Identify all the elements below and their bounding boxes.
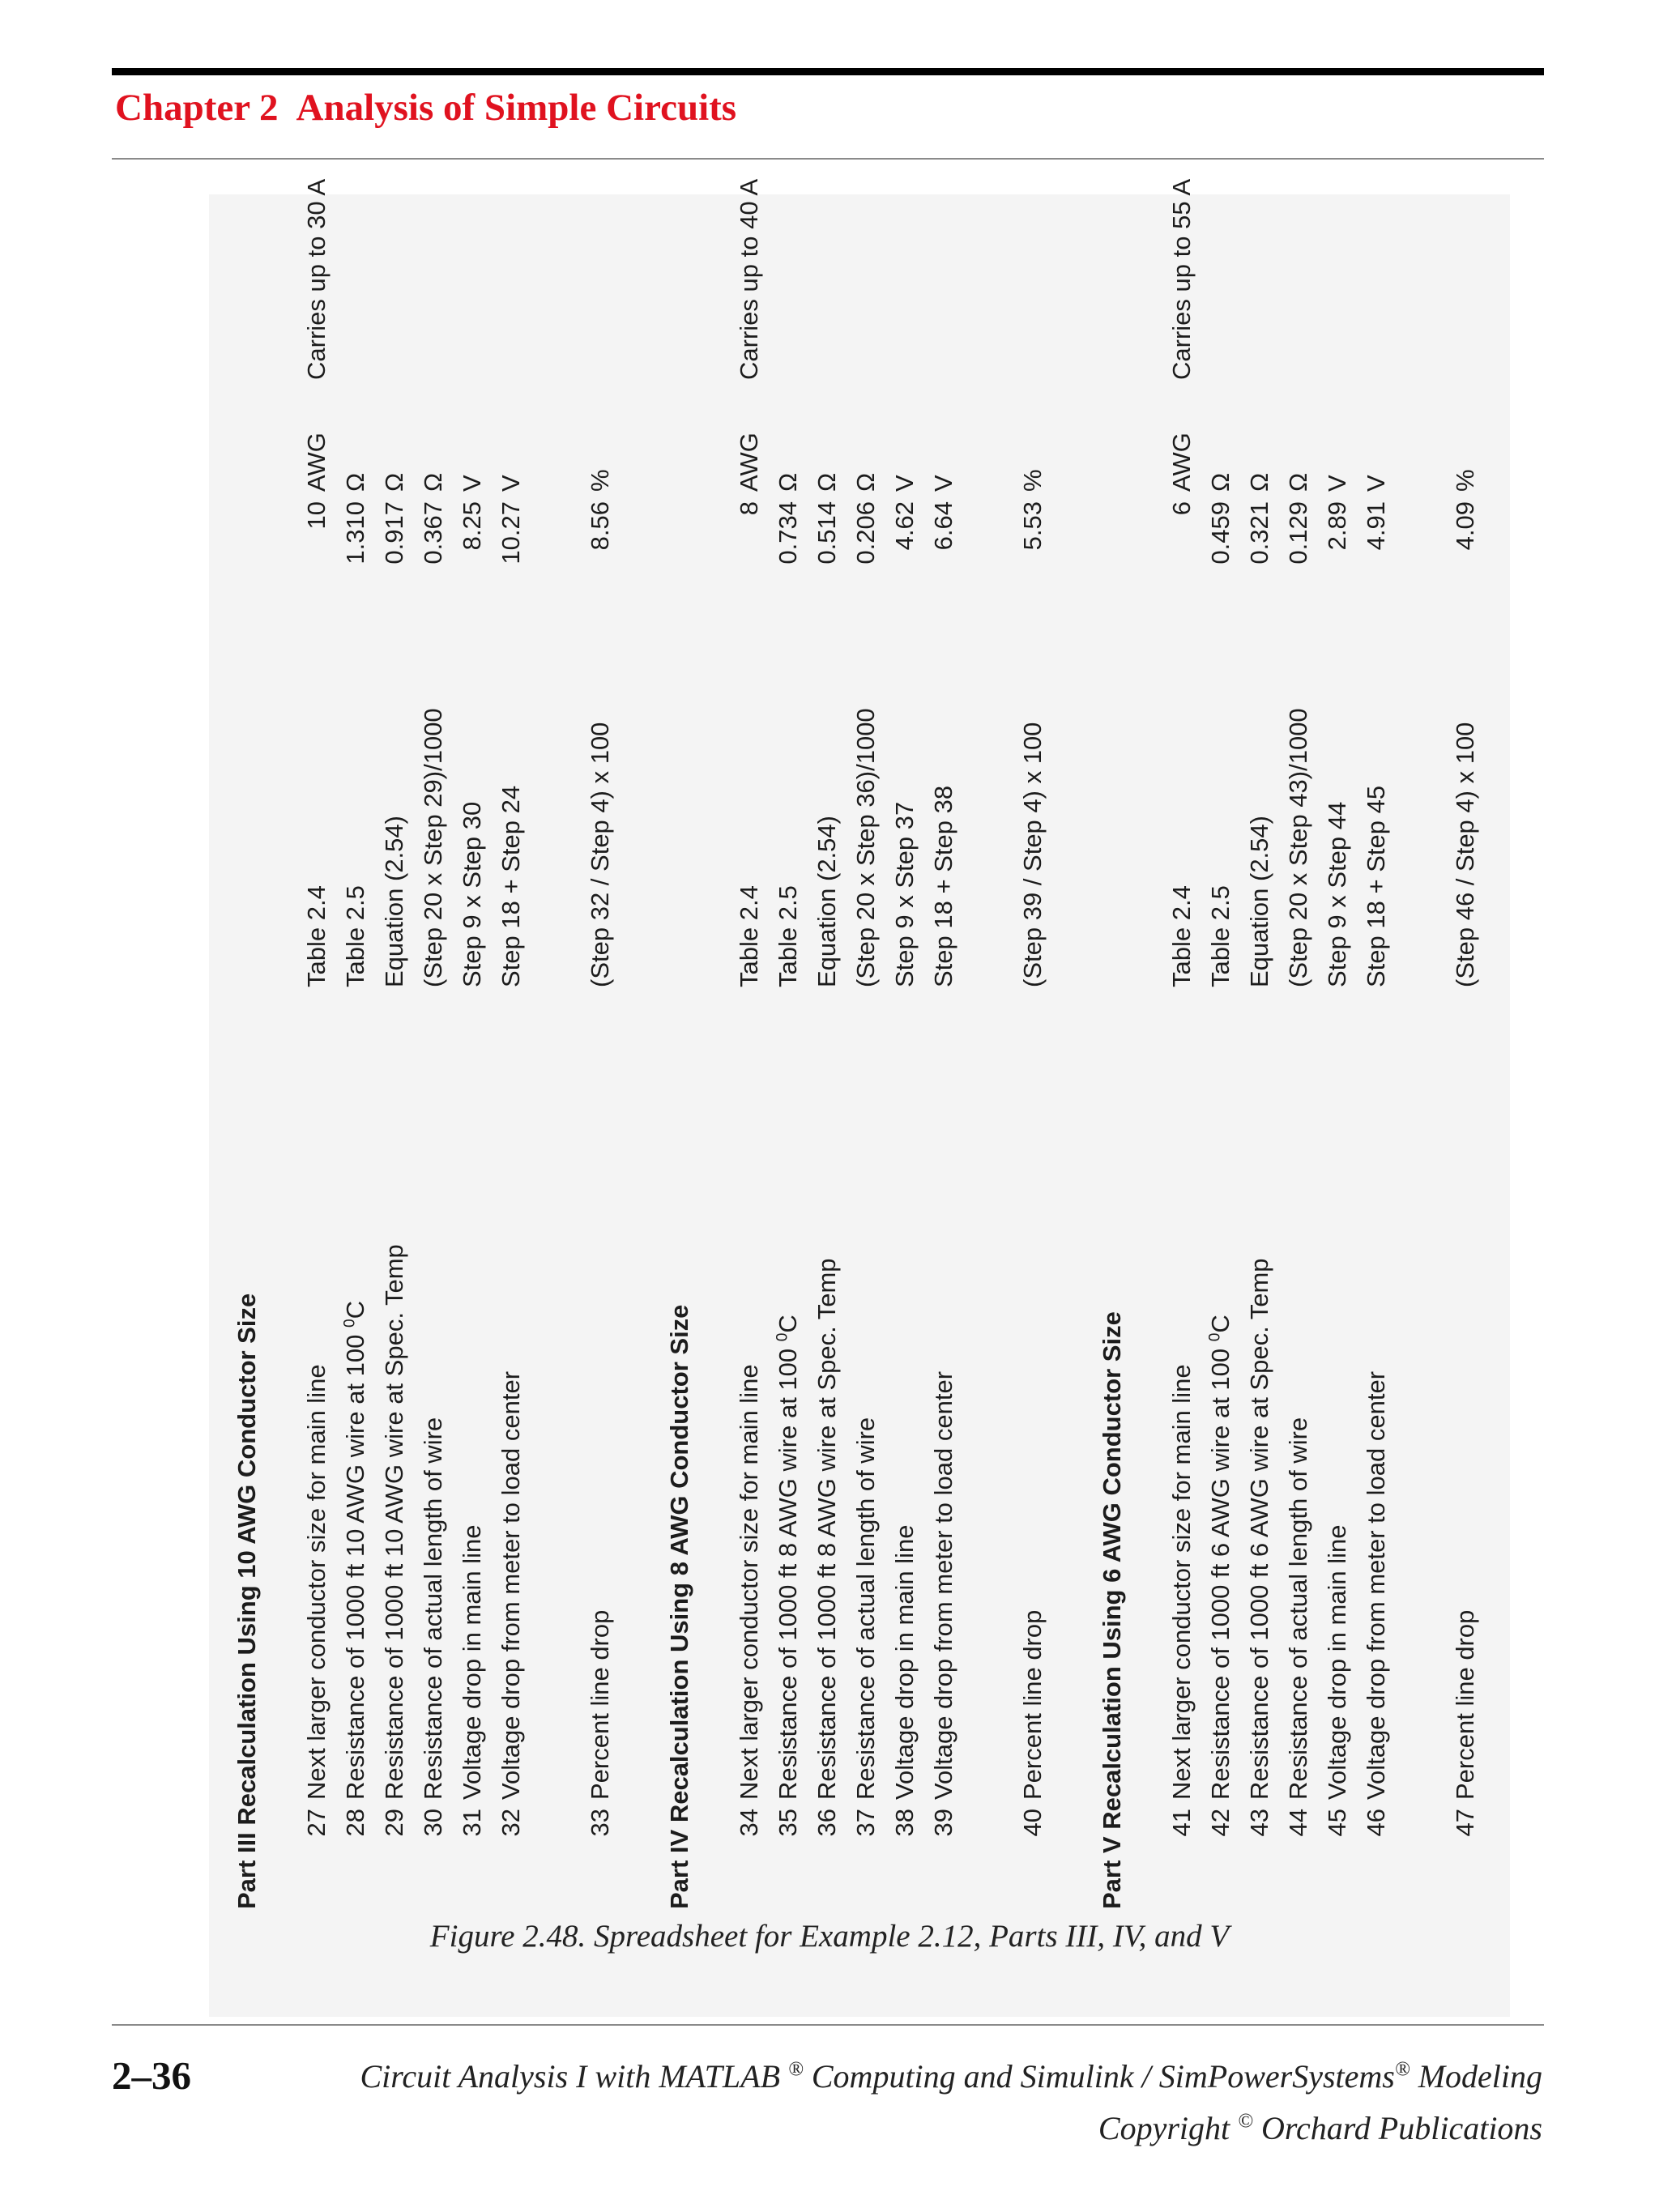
step-unit: V [1362, 475, 1390, 492]
header-rule-thin [112, 158, 1544, 160]
step-number: 34 [735, 1809, 763, 1837]
step-unit: V [458, 475, 486, 492]
step-description [380, 1244, 409, 1800]
spreadsheet-row [1167, 178, 1206, 1909]
step-unit: Ω [380, 472, 408, 492]
description-text: Resistance of actual length of wire [419, 1417, 447, 1800]
description-text: Voltage drop in main line [458, 1524, 486, 1800]
step-description [735, 1364, 764, 1800]
spreadsheet-row [302, 178, 341, 1909]
step-unit: AWG [735, 433, 763, 492]
section-header: Part IV Recalculation Using 8 AWG Conductor Size [665, 1304, 693, 1909]
step-value: 6 [1167, 501, 1196, 516]
description-text: Percent line drop [1451, 1609, 1479, 1800]
copyright-word: Copyright [1098, 2110, 1239, 2146]
step-formula: Table 2.5 [1206, 885, 1235, 987]
step-unit: Ω [1284, 472, 1312, 492]
spreadsheet-row [497, 270, 535, 1909]
spreadsheet-row [586, 270, 625, 1909]
step-unit: Ω [419, 472, 447, 492]
book-title-part3: Modeling [1410, 2058, 1542, 2095]
spreadsheet-row [419, 270, 458, 1909]
figure-caption: Figure 2.48. Spreadsheet for Example 2.12, Parts III, IV, and V [429, 1919, 1230, 1954]
description-text: Resistance of 1000 ft 8 AWG wire at 100 [774, 1341, 802, 1800]
step-formula: Equation (2.54) [380, 816, 408, 987]
step-description [1245, 1258, 1274, 1800]
step-unit: % [1018, 469, 1047, 492]
section-header: Part III Recalculation Using 10 AWG Conductor Size [232, 1293, 261, 1909]
step-number: 43 [1245, 1809, 1273, 1837]
step-unit: AWG [302, 433, 331, 492]
chapter-label: Chapter 2 [115, 87, 279, 129]
description-text: Percent line drop [1018, 1609, 1047, 1800]
step-formula: Step 18 + Step 24 [497, 785, 525, 987]
step-formula: Step 18 + Step 45 [1362, 785, 1390, 987]
step-number: 46 [1362, 1809, 1390, 1837]
description-text: Resistance of 1000 ft 10 AWG wire at Spec. Temp [380, 1244, 408, 1800]
chapter-title: Analysis of Simple Circuits [296, 87, 737, 129]
spreadsheet-row [1284, 270, 1323, 1909]
step-description [586, 1610, 615, 1800]
spreadsheet-rotated [228, 178, 1479, 1909]
step-number: 37 [851, 1809, 880, 1837]
book-title-part1: Circuit Analysis I with MATLAB [360, 2058, 789, 2095]
step-number: 32 [497, 1809, 525, 1837]
spreadsheet-row [735, 178, 774, 1909]
step-number: 41 [1167, 1809, 1196, 1837]
step-value: 0.734 [774, 501, 802, 565]
step-number: 27 [302, 1809, 331, 1837]
step-number: 45 [1323, 1809, 1351, 1837]
spreadsheet-row [1362, 270, 1401, 1909]
spreadsheet-row [1206, 270, 1245, 1909]
description-text: Next larger conductor size for main line [735, 1364, 763, 1800]
step-description [1451, 1610, 1480, 1800]
step-number: 38 [890, 1809, 919, 1837]
spreadsheet-row [774, 270, 812, 1909]
step-value: 4.62 [890, 501, 919, 551]
description-text: Voltage drop in main line [890, 1524, 919, 1800]
step-formula: Table 2.4 [1167, 885, 1196, 987]
registered-mark: ® [788, 2058, 804, 2081]
description-unit: C [774, 1315, 802, 1333]
step-number: 28 [341, 1809, 369, 1837]
section-header: Part V Recalculation Using 6 AWG Conductor Size [1098, 1311, 1126, 1909]
spreadsheet-row [812, 270, 851, 1909]
step-formula: Table 2.4 [735, 885, 763, 987]
step-formula: Equation (2.54) [812, 816, 841, 987]
step-description [458, 1524, 487, 1800]
degree-superscript: 0 [1206, 1332, 1224, 1342]
step-unit: V [929, 475, 957, 492]
step-value: 1.310 [341, 501, 369, 565]
step-value: 8.56 [586, 501, 614, 551]
step-description [1206, 1315, 1235, 1800]
step-description [497, 1371, 526, 1800]
description-unit: C [341, 1300, 369, 1319]
step-value: 0.459 [1206, 501, 1235, 565]
step-value: 10.27 [497, 501, 525, 565]
step-formula: Step 9 x Step 44 [1323, 801, 1351, 987]
step-number: 44 [1284, 1809, 1312, 1837]
step-formula: Equation (2.54) [1245, 816, 1273, 987]
step-description [341, 1301, 370, 1800]
description-text: Resistance of 1000 ft 6 AWG wire at 100 [1206, 1341, 1235, 1800]
step-note: Carries up to 40 A [735, 178, 763, 380]
step-description [1362, 1371, 1391, 1800]
step-description [1323, 1524, 1352, 1800]
step-number: 47 [1451, 1809, 1479, 1837]
step-value: 2.89 [1323, 501, 1351, 551]
description-text: Voltage drop in main line [1323, 1524, 1351, 1800]
chapter-heading [115, 86, 736, 130]
description-text: Voltage drop from meter to load center [929, 1370, 957, 1800]
step-unit: Ω [1206, 472, 1235, 492]
step-value: 0.917 [380, 501, 408, 565]
step-value: 0.206 [851, 501, 880, 565]
step-value: 5.53 [1018, 501, 1047, 551]
spreadsheet-row [851, 270, 890, 1909]
step-value: 6.64 [929, 501, 957, 551]
spreadsheet-row [929, 270, 968, 1909]
spreadsheet-row [1018, 270, 1057, 1909]
step-value: 0.514 [812, 501, 841, 565]
step-unit: Ω [341, 472, 369, 492]
book-title [360, 2057, 1542, 2095]
step-unit: Ω [1245, 472, 1273, 492]
registered-mark: ® [1394, 2058, 1410, 2081]
step-number: 33 [586, 1809, 614, 1837]
step-description [774, 1315, 803, 1800]
description-text: Resistance of 1000 ft 8 AWG wire at Spec. Temp [812, 1258, 841, 1800]
step-number: 40 [1018, 1809, 1047, 1837]
step-description [929, 1371, 958, 1800]
description-text: Percent line drop [586, 1609, 614, 1800]
step-description [1284, 1417, 1313, 1800]
header-rule-thick [112, 68, 1544, 75]
step-unit: V [497, 475, 525, 492]
step-formula: (Step 39 / Step 4) x 100 [1018, 722, 1047, 987]
description-text: Voltage drop from meter to load center [497, 1370, 525, 1800]
step-number: 31 [458, 1809, 486, 1837]
step-number: 29 [380, 1809, 408, 1837]
step-unit: % [1451, 469, 1479, 492]
step-description [302, 1364, 331, 1800]
copyright-symbol: © [1238, 2110, 1253, 2133]
spreadsheet-row [380, 270, 419, 1909]
description-text: Resistance of 1000 ft 6 AWG wire at Spec. Temp [1245, 1258, 1273, 1800]
step-formula: Table 2.5 [341, 885, 369, 987]
copyright-line [1098, 2109, 1542, 2147]
degree-superscript: 0 [341, 1319, 359, 1328]
step-value: 0.321 [1245, 501, 1273, 565]
step-formula: (Step 20 x Step 29)/1000 [419, 708, 447, 987]
step-value: 0.367 [419, 501, 447, 565]
step-unit: Ω [812, 472, 841, 492]
step-description [812, 1258, 842, 1800]
step-formula: Table 2.5 [774, 885, 802, 987]
step-formula: (Step 20 x Step 43)/1000 [1284, 708, 1312, 987]
step-formula: Step 9 x Step 30 [458, 801, 486, 987]
description-unit: C [1206, 1315, 1235, 1333]
step-description [419, 1417, 448, 1800]
description-text: Resistance of actual length of wire [1284, 1417, 1312, 1800]
step-note: Carries up to 30 A [302, 178, 331, 380]
spreadsheet-row [890, 270, 929, 1909]
book-title-part2: Computing and Simulink / SimPowerSystems [803, 2058, 1395, 2095]
step-formula: (Step 46 / Step 4) x 100 [1451, 722, 1479, 987]
description-text: Next larger conductor size for main line [1167, 1364, 1196, 1800]
page-number: 2–36 [112, 2053, 191, 2098]
step-unit: % [586, 469, 614, 492]
step-value: 10 [302, 501, 331, 530]
spreadsheet-row [341, 270, 380, 1909]
step-value: 8.25 [458, 501, 486, 551]
step-formula: (Step 20 x Step 36)/1000 [851, 708, 880, 987]
step-formula: (Step 32 / Step 4) x 100 [586, 722, 614, 987]
spreadsheet-row [1451, 270, 1490, 1909]
description-text: Resistance of 1000 ft 10 AWG wire at 100 [341, 1328, 369, 1800]
step-unit: AWG [1167, 433, 1196, 492]
step-note: Carries up to 55 A [1167, 178, 1196, 380]
step-number: 35 [774, 1809, 802, 1837]
step-description [1018, 1610, 1047, 1800]
footer-rule [112, 2024, 1544, 2026]
step-value: 0.129 [1284, 501, 1312, 565]
description-text: Voltage drop from meter to load center [1362, 1370, 1390, 1800]
step-formula: Table 2.4 [302, 885, 331, 987]
step-formula: Step 9 x Step 37 [890, 801, 919, 987]
step-number: 39 [929, 1809, 957, 1837]
step-number: 36 [812, 1809, 841, 1837]
description-text: Resistance of actual length of wire [851, 1417, 880, 1800]
step-unit: V [890, 475, 919, 492]
step-value: 8 [735, 501, 763, 516]
spreadsheet-row [458, 270, 497, 1909]
step-description [1167, 1364, 1196, 1800]
step-description [890, 1524, 919, 1800]
degree-superscript: 0 [774, 1332, 791, 1342]
step-number: 30 [419, 1809, 447, 1837]
copyright-holder: Orchard Publications [1252, 2110, 1542, 2146]
step-value: 4.09 [1451, 501, 1479, 551]
step-value: 4.91 [1362, 501, 1390, 551]
step-unit: V [1323, 475, 1351, 492]
step-number: 42 [1206, 1809, 1235, 1837]
step-unit: Ω [851, 472, 880, 492]
step-description [851, 1417, 881, 1800]
spreadsheet-row [1245, 270, 1284, 1909]
step-unit: Ω [774, 472, 802, 492]
step-formula: Step 18 + Step 38 [929, 785, 957, 987]
description-text: Next larger conductor size for main line [302, 1364, 331, 1800]
spreadsheet-row [1323, 270, 1362, 1909]
